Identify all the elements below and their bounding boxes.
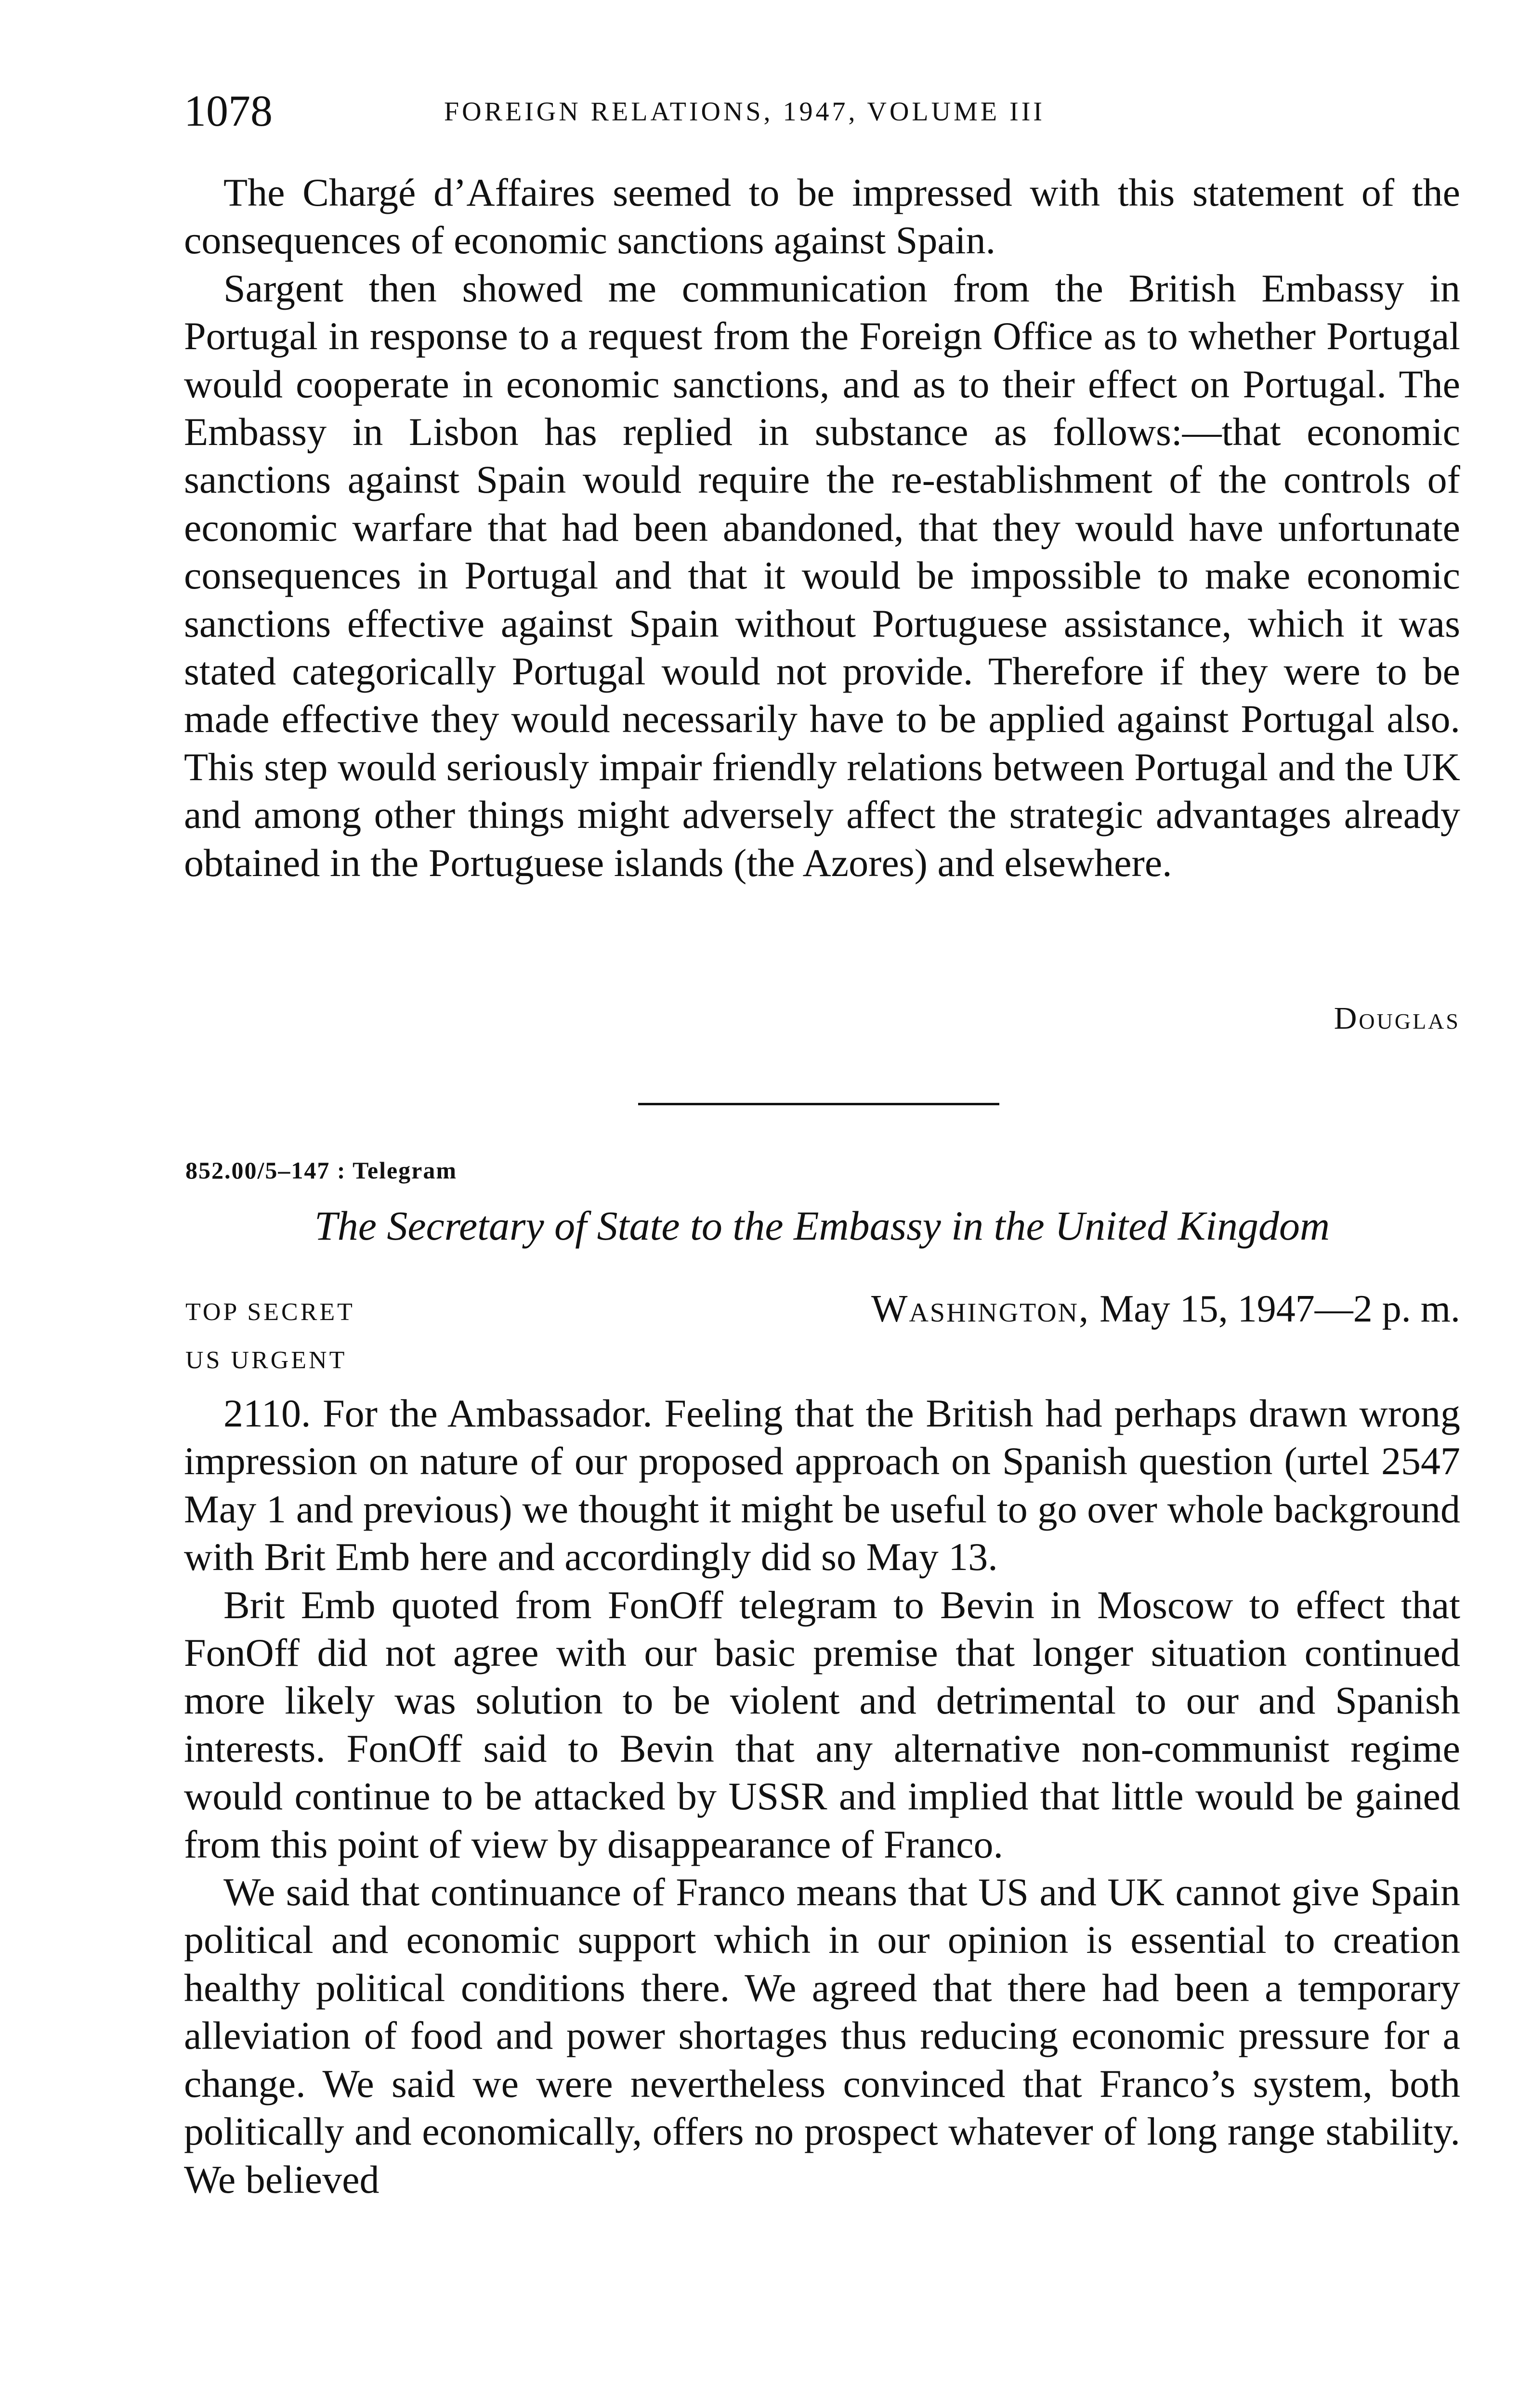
- paragraph: 2110. For the Ambassador. Feeling that the British had perhaps drawn wrong impression on nature of our proposed approach on Spanish question (urtel 2547 May 1 and previous) we thought it might be useful to go over whole background with Brit Emb here and accordingly did so May 13.: [184, 1391, 1460, 1579]
- dateline-place: Washington,: [871, 1288, 1090, 1330]
- previous-document-text: [184, 169, 1460, 887]
- classification-priority: US URGENT: [185, 1347, 347, 1374]
- paragraph: Brit Emb quoted from FonOff telegram to Bevin in Moscow to effect that FonOff did not agree with our basic premise that longer situation continued more likely was solution to be violent and detrimental to our and Spanish interests. FonOff said to Bevin that any alternative non-communist regime would continue to be attacked by USSR and implied that little would be gained from this point of view by disappearance of Franco.: [184, 1583, 1460, 1866]
- telegram-text: [184, 1389, 1460, 2203]
- paragraph: We said that continuance of Franco means that US and UK cannot give Spain political and economic support which in our opinion is essential to creation healthy political conditions there. We agreed that there had been a temporary alleviation of food and power shortages thus reducing economic pressure for a change. We said we were nevertheless convinced that Franco’s system, both politically and economically, offers no prospect whatever of long range stability. We believed: [184, 1870, 1460, 2201]
- dateline: [871, 1285, 1460, 1333]
- classification-top-secret: TOP SECRET: [185, 1298, 355, 1326]
- page-number: 1078: [184, 86, 273, 135]
- paragraph: The Chargé d’Affaires seemed to be impressed with this statement of the consequences of economic sanctions against Spain.: [184, 170, 1460, 262]
- signature: Douglas: [1334, 1001, 1460, 1036]
- dateline-date: May 15, 1947—2 p. m.: [1099, 1288, 1460, 1330]
- running-head: [184, 82, 1460, 140]
- document-file-number: 852.00/5–147 : Telegram: [185, 1157, 458, 1184]
- paragraph: Sargent then showed me communication from the British Embassy in Portugal in response to a request from the Foreign Office as to whether Portugal would cooperate in economic sanctions, and as to their effect on Portugal. The Embassy in Lisbon has replied in substance as follows:—that economic sanctions against Spain would require the re-establishment of the controls of economic warfare that had been abandoned, that they would have unfortunate consequences in Portugal and that it would be impossible to make economic sanctions effective against Spain without Portuguese assistance, which it was stated categorically Portugal would not provide. Therefore if they were to be made effective they would necessarily have to be applied against Portugal also. This step would seriously impair friendly relations between Portugal and the UK and among other things might adversely affect the strategic advantages already obtained in the Portuguese islands (the Azores) and elsewhere.: [184, 266, 1460, 885]
- document-heading: The Secretary of State to the Embassy in the United Kingdom: [314, 1203, 1330, 1249]
- running-title: FOREIGN RELATIONS, 1947, VOLUME III: [444, 97, 1046, 127]
- section-divider: [638, 1103, 999, 1105]
